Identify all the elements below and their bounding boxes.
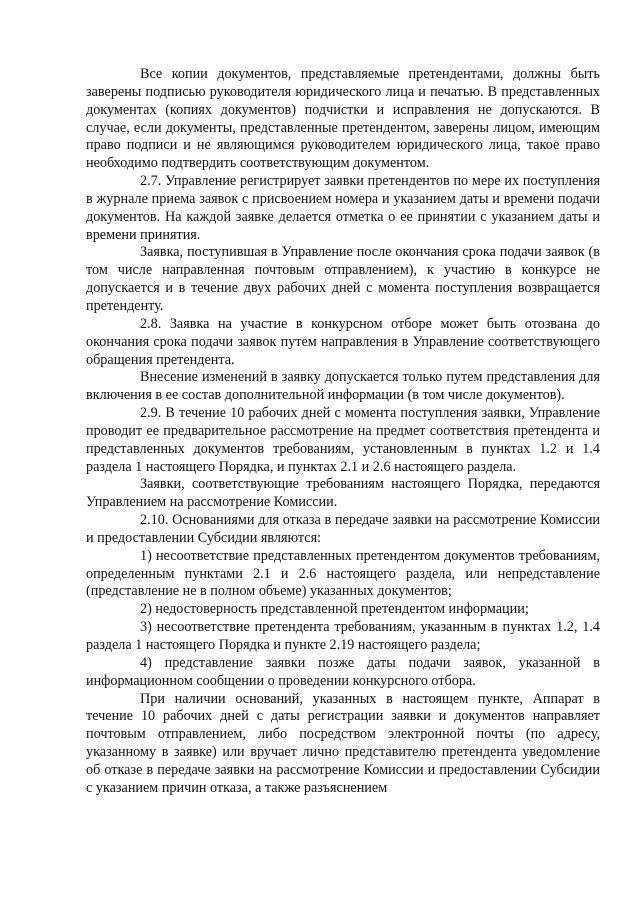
paragraph-2-7: 2.7. Управление регистрирует заявки претендентов по мере их поступления в журнале приема заявок с присвоением номера и указанием даты и времени подачи документов. На каждой заявке делается отметка о ее принятии с указанием даты и времени принятия. <box>86 173 600 243</box>
paragraph-2-10: 2.10. Основаниями для отказа в передаче заявки на рассмотрение Комиссии и предоставлении Субсидии являются: <box>86 512 600 546</box>
paragraph-changes: Внесение изменений в заявку допускается только путем представления для включения в ее состав дополнительной информации (в том числе документов). <box>86 369 600 404</box>
list-item-3: 3) несоответствие претендента требованиям, указанным в пунктах 1.2, 1.4 раздела 1 настоящего Порядка и пункте 2.19 настоящего раздела; <box>86 619 600 653</box>
list-item-4: 4) представление заявки позже даты подачи заявок, указанной в информационном сообщении о проведении конкурсного отбора. <box>86 654 600 689</box>
list-item-1: 1) несоответствие представленных претендентом документов требованиям, определенным пунктами 2.1 и 2.6 настоящего раздела, или непредставление (представление не в полном объеме) указанных документов; <box>86 547 600 600</box>
paragraph-late-application: Заявка, поступившая в Управление после окончания срока подачи заявок (в том числе направленная почтовым отправлением), к участию в конкурсе не допускается и в течение двух рабочих дней с момента поступления возвращается претенденту. <box>86 244 600 314</box>
list-item-2: 2) недостоверность представленной претендентом информации; <box>140 601 529 618</box>
paragraph-2-8: 2.8. Заявка на участие в конкурсном отборе может быть отозвана до окончания срока подачи заявок путем направления в Управление соответствующего обращения претендента. <box>86 315 600 368</box>
paragraph-applications-transfer: Заявки, соответствующие требованиям настоящего Порядка, передаются Управлением на рассмотрение Комиссии. <box>86 476 600 511</box>
paragraph-2-9: 2.9. В течение 10 рабочих дней с момента поступления заявки, Управление проводит ее предварительное рассмотрение на предмет соответствия претендента и представленных документов требованиям, установленным в пунктах 1.2 и 1.4 раздела 1 настоящего Порядка, и пунктах 2.1 и 2.6 настоящего раздела. <box>86 405 600 475</box>
paragraph-refusal-notice: При наличии оснований, указанных в настоящем пункте, Аппарат в течение 10 рабочих дней с даты регистрации заявки и документов направляет почтовым отправлением, либо посредством электронной почты (по адресу, указанному в заявке) или вручает лично представителю претендента уведомление об отказе в передаче заявки на рассмотрение Комиссии и предоставлении Субсидии с указанием причин отказа, а также разъяснением <box>86 690 600 796</box>
paragraph-copies-certification: Все копии документов, представляемые претендентами, должны быть заверены подписью руководителя юридического лица и печатью. В представленных документах (копиях документов) подчистки и исправления не допускаются. В случае, если документы, представленные претендентом, заверены лицом, имеющим право подписи и не являющимся руководителем юридического лица, такое право необходимо подтвердить соответствующим документом. <box>86 66 600 172</box>
